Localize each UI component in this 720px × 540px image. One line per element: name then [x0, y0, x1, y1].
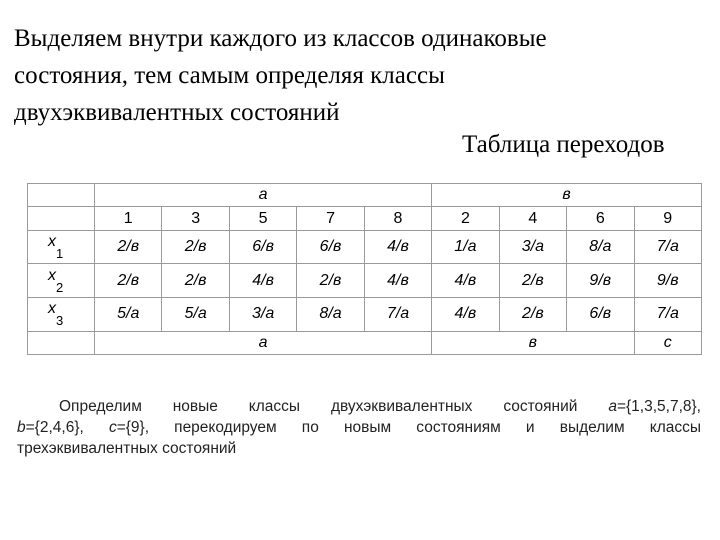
- table-cell: 2/в: [162, 264, 229, 298]
- table-cell: 7/а: [634, 230, 702, 264]
- table-cell: 2/в: [297, 264, 364, 298]
- group-a-header: а: [95, 184, 432, 207]
- table-title: Таблица переходов: [462, 131, 665, 158]
- intro-text: [14, 20, 704, 131]
- table-footer-row: [28, 331, 702, 354]
- state-header: 3: [162, 207, 229, 230]
- table-cell: 3/а: [499, 230, 566, 264]
- row-label-x1: $x_1$: [28, 230, 95, 264]
- row-label-x2: $x_2$: [28, 264, 95, 298]
- intro-line-1: Выделяем внутри каждого из классов одинаковые: [14, 25, 547, 52]
- table-cell: 3/а: [229, 297, 296, 331]
- table-cell: 8/а: [567, 230, 634, 264]
- transition-table: [27, 183, 702, 355]
- conclusion-line-1: Определим новые классы двухэквивалентных состояний а={1,3,5,7,8},: [59, 398, 701, 415]
- table-cell: 1/а: [432, 230, 499, 264]
- table-cell: 4/в: [229, 264, 296, 298]
- conclusion-line-2: b={2,4,6}, с={9}, перекодируем по новым состояниям и выделим классы: [17, 419, 701, 436]
- state-header: 4: [499, 207, 566, 230]
- table-cell: 9/в: [567, 264, 634, 298]
- table-group-row: [28, 184, 702, 207]
- table-cell: 4/в: [432, 264, 499, 298]
- state-header: 6: [567, 207, 634, 230]
- row-label-x3: $x_3$: [28, 297, 95, 331]
- conclusion-line-3: трехэквивалентных состояний: [17, 440, 237, 457]
- state-header: 9: [634, 207, 702, 230]
- state-header: 7: [297, 207, 364, 230]
- table-cell: 4/в: [364, 264, 431, 298]
- table-cell: 9/в: [634, 264, 702, 298]
- footer-class-b: в: [432, 331, 634, 354]
- table-state-row: [28, 207, 702, 230]
- table-cell: 8/а: [297, 297, 364, 331]
- table-cell: 2/в: [95, 264, 162, 298]
- intro-line-3: двухэквивалентных состояний: [14, 99, 340, 126]
- table-cell: 2/в: [499, 297, 566, 331]
- table-blank-cell: [28, 331, 95, 354]
- footer-class-a: а: [95, 331, 432, 354]
- state-header: 5: [229, 207, 296, 230]
- table-blank-cell: [28, 207, 95, 230]
- table-cell: 2/в: [162, 230, 229, 264]
- group-b-header: в: [432, 184, 702, 207]
- table-row: [28, 230, 702, 264]
- table-cell: 4/в: [364, 230, 431, 264]
- state-header: 1: [95, 207, 162, 230]
- table-row: [28, 264, 702, 298]
- table-cell: 6/в: [567, 297, 634, 331]
- table-cell: 7/а: [634, 297, 702, 331]
- table-row: [28, 297, 702, 331]
- table-cell: 4/в: [432, 297, 499, 331]
- table-corner-cell: [28, 184, 95, 207]
- conclusion-text: [17, 396, 701, 459]
- intro-line-2: состояния, тем самым определяя классы: [14, 62, 445, 89]
- table-cell: 6/в: [297, 230, 364, 264]
- table-cell: 5/а: [162, 297, 229, 331]
- table-cell: 2/в: [499, 264, 566, 298]
- table-cell: 2/в: [95, 230, 162, 264]
- table-cell: 5/а: [95, 297, 162, 331]
- footer-class-c: с: [634, 331, 702, 354]
- state-header: 2: [432, 207, 499, 230]
- table-cell: 6/в: [229, 230, 296, 264]
- table-cell: 7/а: [364, 297, 431, 331]
- state-header: 8: [364, 207, 431, 230]
